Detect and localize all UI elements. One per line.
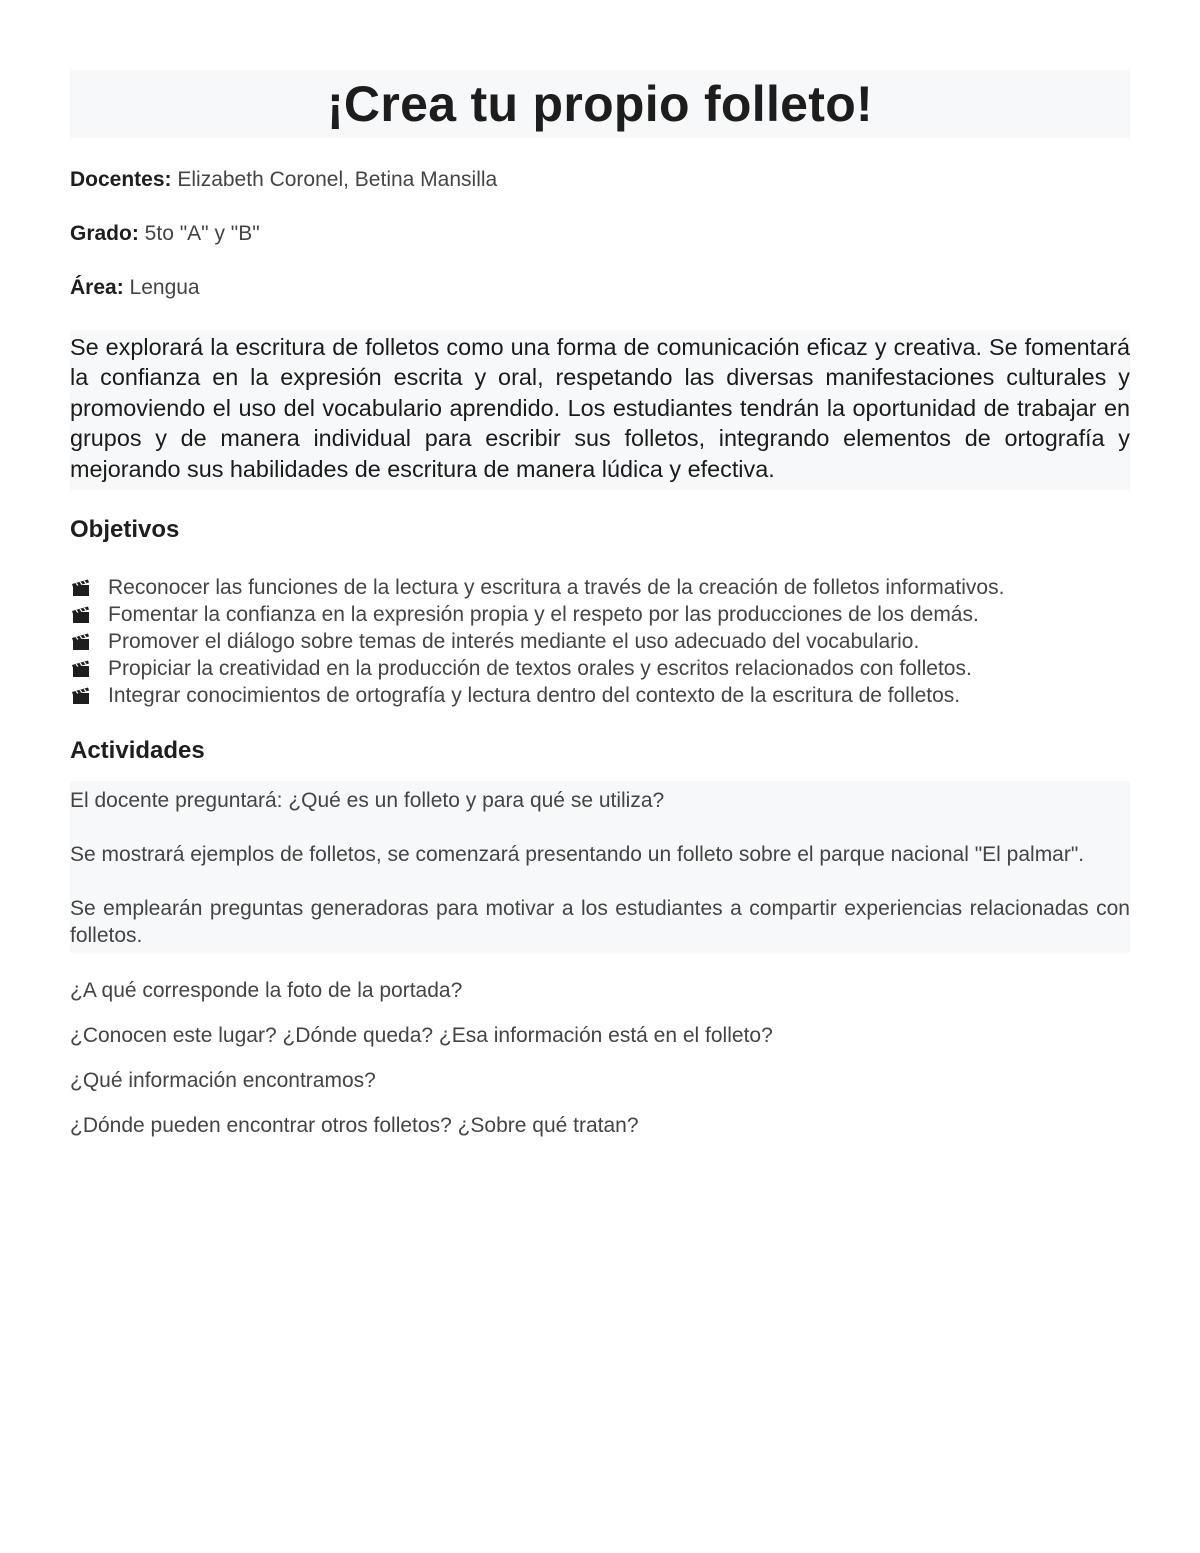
clapperboard-icon — [70, 579, 92, 597]
meta-docentes — [70, 168, 1130, 192]
actividades-section — [70, 781, 1130, 953]
objetivo-text: Promover el diálogo sobre temas de interés mediante el uso adecuado del vocabulario. — [108, 629, 920, 653]
objetivo-text: Reconocer las funciones de la lectura y escritura a través de la creación de folletos informativos. — [108, 575, 1005, 599]
intro-section — [70, 330, 1130, 490]
area-value: Lengua — [123, 276, 200, 299]
actividades-heading: Actividades — [70, 737, 205, 765]
list-item — [70, 601, 1130, 628]
list-item — [70, 574, 1130, 601]
grado-value: 5to "A" y "B" — [138, 222, 260, 245]
list-item — [70, 628, 1130, 655]
document-page — [70, 70, 1130, 1138]
question-item: ¿A qué corresponde la foto de la portada? — [70, 979, 463, 1003]
clapperboard-icon — [70, 660, 92, 678]
question-item: ¿Qué información encontramos? — [70, 1069, 376, 1093]
clapperboard-icon — [70, 606, 92, 624]
docentes-value: Elizabeth Coronel, Betina Mansilla — [171, 168, 498, 191]
objetivos-heading: Objetivos — [70, 516, 180, 544]
objetivo-text: Integrar conocimientos de ortografía y lectura dentro del contexto de la escritura de folletos. — [108, 683, 961, 707]
list-item — [70, 682, 1130, 709]
docentes-label: Docentes: — [70, 168, 172, 191]
objetivo-text: Fomentar la confianza en la expresión propia y el respeto por las producciones de los demás. — [108, 602, 979, 626]
meta-area — [70, 276, 1130, 300]
question-item: ¿Dónde pueden encontrar otros folletos? ¿Sobre qué tratan? — [70, 1114, 639, 1138]
actividad-paragraph: El docente preguntará: ¿Qué es un folleto y para qué se utiliza? — [70, 789, 665, 813]
clapperboard-icon — [70, 687, 92, 705]
area-label: Área: — [70, 276, 124, 299]
objetivo-text: Propiciar la creatividad en la producción de textos orales y escritos relacionados con folletos. — [108, 656, 972, 680]
questions-list — [70, 979, 1130, 1138]
list-item — [70, 655, 1130, 682]
title-banner — [70, 70, 1130, 138]
grado-label: Grado: — [70, 222, 139, 245]
clapperboard-icon — [70, 633, 92, 651]
page-title: ¡Crea tu propio folleto! — [326, 76, 874, 132]
meta-grado — [70, 222, 1130, 246]
intro-paragraph: Se explorará la escritura de folletos como una forma de comunicación eficaz y creativa. Se fomentará la confianza en la expresión escrita y oral, respetando las diversas manifestaciones culturales y promoviendo el uso del vocabulario aprendido. Los estudiantes tendrán la oportunidad de trabajar en grupos y de manera individual para escribir sus folletos, integrando elementos de ortografía y mejorando sus habilidades de escritura de manera lúdica y efectiva. — [70, 334, 1130, 482]
actividad-paragraph: Se emplearán preguntas generadoras para motivar a los estudiantes a compartir experiencias relacionadas con folletos. — [70, 897, 1130, 948]
actividad-paragraph: Se mostrará ejemplos de folletos, se comenzará presentando un folleto sobre el parque nacional "El palmar". — [70, 843, 1085, 867]
objetivos-list — [70, 574, 1130, 709]
question-item: ¿Conocen este lugar? ¿Dónde queda? ¿Esa información está en el folleto? — [70, 1024, 773, 1048]
